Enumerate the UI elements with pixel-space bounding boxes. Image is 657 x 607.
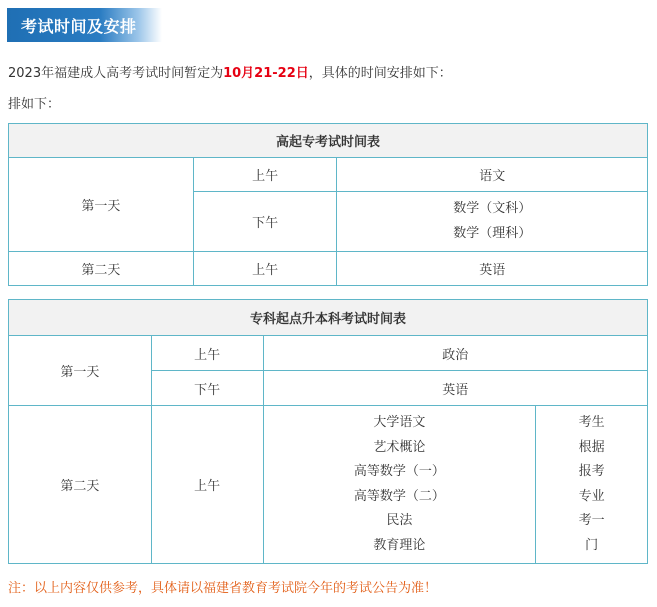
table1-pm-subject-item: 数学（文科） [453, 201, 532, 216]
table2-subject-item: 艺术概论 [373, 439, 426, 455]
table1-day1-am: 上午 [193, 158, 337, 192]
zhuanshengben-schedule-table [8, 299, 648, 564]
table1-day2-am: 上午 [193, 252, 337, 286]
table2-title: 专科起点升本科考试时间表 [9, 300, 648, 336]
table2-day1-am: 上午 [151, 336, 263, 371]
table2-day2-am: 上午 [151, 406, 263, 564]
table2-day2-subjects [263, 406, 536, 564]
table2-note-line: 报考 [578, 464, 605, 479]
table2-note-line: 根据 [578, 439, 605, 455]
disclaimer-note: 注：以上内容仅供参考，具体请以福建省教育考试院今年的考试公告为准！ [8, 581, 438, 596]
gaoqizhuan-schedule-table [8, 123, 648, 286]
table1-day1: 第一天 [9, 158, 194, 252]
table2-day2-note [536, 406, 648, 564]
intro-line2: 排如下： [8, 97, 61, 112]
table1-day2-subject: 英语 [337, 252, 648, 286]
table2-day1-pm: 下午 [151, 371, 263, 406]
section-heading-title: 考试时间及安排 [21, 17, 137, 36]
table2-subject-item: 高等数学（二） [353, 488, 445, 504]
table2-note-line: 门 [585, 537, 599, 553]
table2-day1-am-subject: 政治 [263, 336, 647, 371]
intro-prefix: 2023年福建成人高考考试时间暂定为 [8, 66, 224, 81]
table2-subject-item: 高等数学（一） [353, 464, 445, 479]
table2-note-line: 专业 [578, 488, 605, 504]
table1-day2: 第二天 [9, 252, 194, 286]
table2-day1-pm-subject: 英语 [263, 371, 647, 406]
table1-day1-am-subject: 语文 [337, 158, 648, 192]
section-heading [7, 8, 162, 42]
exam-date: 10月21-22日 [223, 66, 309, 81]
table1-day1-pm-subjects [337, 192, 648, 252]
table2-day1: 第一天 [9, 336, 152, 406]
intro-suffix: ，具体的时间安排如下： [308, 66, 452, 81]
intro-paragraph [8, 62, 452, 81]
table2-note-line: 考生 [578, 415, 605, 430]
table2-subject-item: 教育理论 [373, 537, 426, 553]
table1-title: 高起专考试时间表 [9, 124, 648, 158]
table2-note-line: 考一 [578, 513, 605, 528]
table2-subject-item: 大学语文 [373, 415, 426, 430]
table2-subject-item: 民法 [386, 513, 413, 528]
table2-day2: 第二天 [9, 406, 152, 564]
table1-pm-subject-item: 数学（理科） [453, 225, 532, 241]
table1-day1-pm: 下午 [193, 192, 337, 252]
